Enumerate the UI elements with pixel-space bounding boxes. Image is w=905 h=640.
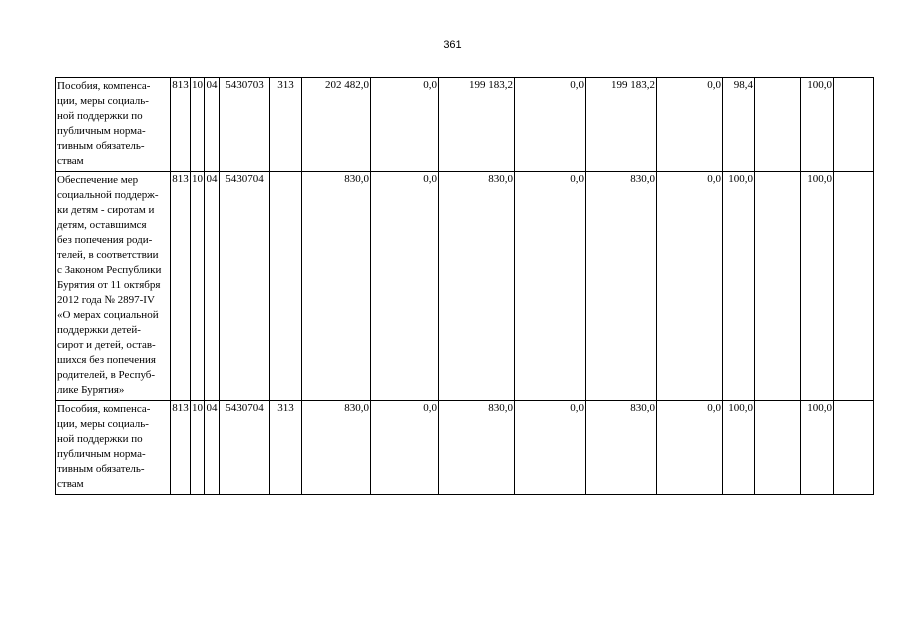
budget-table	[55, 77, 874, 495]
section-code: 10	[191, 172, 205, 401]
percent-of-plan: 100,0	[723, 401, 755, 495]
percent-of-plan-federal	[755, 401, 801, 495]
plan-federal-amount: 0,0	[371, 172, 439, 401]
adjusted-federal-amount: 0,0	[515, 172, 586, 401]
adjusted-federal-amount: 0,0	[515, 401, 586, 495]
target-item-code: 5430704	[220, 401, 270, 495]
plan-amount: 830,0	[302, 401, 371, 495]
percent-of-adjusted: 100,0	[801, 78, 834, 172]
percent-of-adjusted-federal	[834, 78, 874, 172]
target-item-code: 5430704	[220, 172, 270, 401]
adjusted-federal-amount: 0,0	[515, 78, 586, 172]
subsection-code: 04	[205, 401, 220, 495]
executed-amount: 830,0	[586, 172, 657, 401]
plan-federal-amount: 0,0	[371, 78, 439, 172]
table-row	[56, 401, 874, 495]
table-row	[56, 78, 874, 172]
executed-federal-amount: 0,0	[657, 78, 723, 172]
percent-of-plan: 98,4	[723, 78, 755, 172]
adjusted-amount: 830,0	[439, 401, 515, 495]
table-body	[56, 78, 874, 495]
row-description: Пособия, компенса- ции, меры социаль- ной поддержки по публичным норма- тивным обязатель- ствам	[56, 78, 171, 172]
percent-of-adjusted-federal	[834, 172, 874, 401]
expense-type-code	[270, 172, 302, 401]
ministry-code: 813	[171, 172, 191, 401]
ministry-code: 813	[171, 401, 191, 495]
target-item-code: 5430703	[220, 78, 270, 172]
subsection-code: 04	[205, 78, 220, 172]
percent-of-plan-federal	[755, 172, 801, 401]
adjusted-amount: 830,0	[439, 172, 515, 401]
section-code: 10	[191, 401, 205, 495]
expense-type-code: 313	[270, 401, 302, 495]
subsection-code: 04	[205, 172, 220, 401]
ministry-code: 813	[171, 78, 191, 172]
expense-type-code: 313	[270, 78, 302, 172]
executed-amount: 199 183,2	[586, 78, 657, 172]
executed-amount: 830,0	[586, 401, 657, 495]
percent-of-adjusted: 100,0	[801, 401, 834, 495]
executed-federal-amount: 0,0	[657, 172, 723, 401]
percent-of-adjusted-federal	[834, 401, 874, 495]
plan-federal-amount: 0,0	[371, 401, 439, 495]
percent-of-adjusted: 100,0	[801, 172, 834, 401]
percent-of-plan: 100,0	[723, 172, 755, 401]
executed-federal-amount: 0,0	[657, 401, 723, 495]
page-number: 361	[443, 39, 462, 51]
section-code: 10	[191, 78, 205, 172]
percent-of-plan-federal	[755, 78, 801, 172]
plan-amount: 830,0	[302, 172, 371, 401]
plan-amount: 202 482,0	[302, 78, 371, 172]
table-row	[56, 172, 874, 401]
row-description: Обеспечение мер социальной поддерж- ки детям - сиротам и детям, оставшимся без попечения роди- телей, в соответствии с Законом Республики Бурятия от 11 октября 2012 года № 2897-IV «О мерах социальной поддержки детей- сирот и детей, остав- шихся без попечения родителей, в Респуб- лике Бурятия»	[56, 172, 171, 401]
adjusted-amount: 199 183,2	[439, 78, 515, 172]
row-description: Пособия, компенса- ции, меры социаль- ной поддержки по публичным норма- тивным обязатель- ствам	[56, 401, 171, 495]
